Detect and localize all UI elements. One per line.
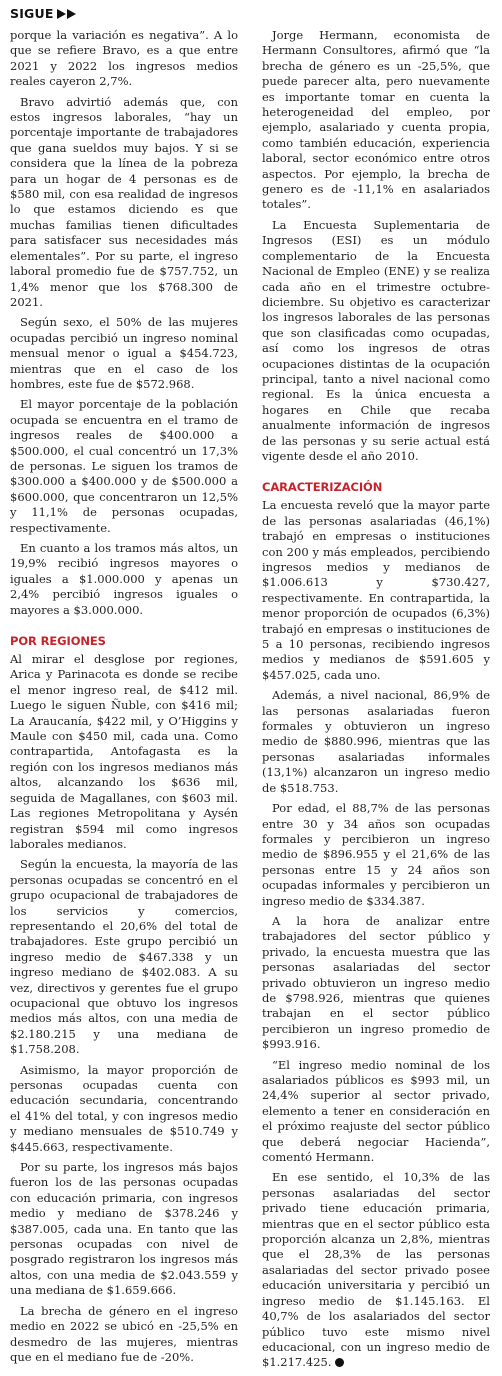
- continue-label: [10, 6, 77, 21]
- paragraph: Según sexo, el 50% de las mujeres ocupadas percibió un ingreso nominal mensual menor o igual a $454.723, mientras que en el caso de los hombres, este fue de $572.968.: [10, 315, 238, 391]
- paragraph: Además, a nivel nacional, 86,9% de las personas asalariadas fueron formales y obtuvieron un ingreso medio de $880.996, mientras que las personas asalariadas informales (13,1%) alcanzaron un ingreso medio de $518.753.: [262, 688, 490, 795]
- paragraph: Según la encuesta, la mayoría de las personas ocupadas se concentró en el grupo ocupacional de trabajadores de los servicios y comercios, representando el 20,6% del total de trabajadores. Este grupo percibió un ingreso medio de $467.338 y un ingreso mediano de $402.083. A su vez, directivos y gerentes fue el grupo ocupacional que obtuvo los ingresos medios más altos, con una media de $2.180.215 y una mediana de $1.758.208.: [10, 857, 238, 1057]
- paragraph: La brecha de género en el ingreso medio en 2022 se ubicó en -25,5% en desmedro de las mujeres, mientras que en el mediano fue de -20%.: [10, 1303, 238, 1364]
- paragraph: En cuanto a los tramos más altos, un 19,9% recibió ingresos mayores o iguales a $1.000.000 y apenas un 2,4% percibió ingresos iguales o mayores a $3.000.000.: [10, 541, 238, 617]
- paragraph: La Encuesta Suplementaria de Ingresos (ESI) es un módulo complementario de la Encuesta Nacional de Empleo (ENE) y se realiza cada año en el trimestre octubre-diciembre. Su objetivo es caracterizar los ingresos laborales de las personas que son clasificadas como ocupadas, así como los ingresos de otras ocupaciones distintas de la ocupación principal, tanto a nivel nacional como regional. Es la única encuesta a hogares en Chile que recaba anualmente información de ingresos de las personas y su serie actual está vigente desde el año 2010.: [262, 217, 490, 463]
- continue-text: SIGUE: [10, 6, 54, 21]
- paragraph: El mayor porcentaje de la población ocupada se encuentra en el tramo de ingresos reales de $400.000 a $500.000, el cual concentró un 17,3% de personas. Le siguen los tramos de $300.000 a $400.000 y de $500.000 a $600.000, que concentraron un 12,5% y 11,1% de personas ocupadas, respectivamente.: [10, 397, 238, 535]
- paragraph-final: [262, 1170, 490, 1370]
- paragraph: porque la variación es negativa”. A lo que se refiere Bravo, es a que entre 2021 y 2022 los ingresos medios reales cayeron 2,7%.: [10, 28, 238, 89]
- paragraph: Por su parte, los ingresos más bajos fueron los de las personas ocupadas con educación primaria, con ingresos medio y mediano de $378.246 y $387.005, cada una. En tanto que las personas ocupadas con nivel de posgrado registraron los ingresos más altos, con una media de $2.043.559 y una mediana de $1.659.666.: [10, 1160, 238, 1298]
- paragraph: La encuesta reveló que la mayor parte de las personas asalariadas (46,1%) trabajó en empresas o instituciones con 200 y más empleados, percibiendo ingresos medios y medianos de $1.006.613 y $730.427, respectivamente. En contrapartida, la menor proporción de ocupados (6,3%) trabajó en empresas o instituciones de 5 a 10 personas, recibiendo ingresos medios y medianos de $591.605 y $457.025, cada uno.: [262, 498, 490, 682]
- article-column-right: [262, 28, 490, 1376]
- paragraph: Jorge Hermann, economista de Hermann Consultores, afirmó que “la brecha de género es un -25,5%, que puede parecer alta, pero nuevamente es importante tomar en cuenta la heterogeneidad del empleo, por ejemplo, asalariado y cuenta propia, como también educación, experiencia laboral, sector económico entre otros aspectos. Por ejemplo, la brecha de genero es de -11,1% en asalariados totales”.: [262, 28, 490, 212]
- article-column-left: [10, 28, 238, 1370]
- paragraph-text: En ese sentido, el 10,3% de las personas asalariadas del sector privado tiene educación primaria, mientras que en el sector público esta proporción alcanza un 2,8%, mientras que el 28,3% de las personas asalariadas del sector privado posee educación universitaria y percibió un ingreso medio de $1.145.163. El 40,7% de los asalariados del sector público tuvo este mismo nivel educacional, con un ingreso medio de $1.217.425.: [262, 1170, 490, 1370]
- paragraph: Al mirar el desglose por regiones, Arica y Parinacota es donde se recibe el menor ingreso real, de $412 mil. Luego le siguen Ñuble, con $416 mil; La Araucanía, $422 mil, y O’Higgins y Maule con $450 mil, cada una. Como contrapartida, Antofagasta es la región con los ingresos medianos más altos, alcanzando los $636 mil, seguida de Magallanes, con $603 mil. Las regiones Metropolitana y Aysén registran $594 mil como ingresos laborales medianos.: [10, 652, 238, 851]
- paragraph: Por edad, el 88,7% de las personas entre 30 y 34 años son ocupadas formales y percibieron un ingreso medio de $896.955 y el 21,6% de las personas entre 15 y 24 años son ocupadas informales y percibieron un ingreso medio de $334.387.: [262, 801, 490, 908]
- paragraph: “El ingreso medio nominal de los asalariados públicos es $993 mil, un 24,4% superior al sector privado, elemento a tener en consideración en el próximo reajuste del sector público que deberá negociar Hacienda”, comentó Hermann.: [262, 1057, 490, 1165]
- section-heading-regions: POR REGIONES: [10, 634, 106, 649]
- end-of-article-icon: [335, 1358, 344, 1367]
- double-arrow-icon: [57, 6, 77, 21]
- paragraph: A la hora de analizar entre trabajadores del sector público y privado, la encuesta muestra que las personas asalariadas del sector privado obtuvieron un ingreso medio de $798.926, mientras que quienes trabajan en el sector público percibieron un ingreso promedio de $993.916.: [262, 913, 490, 1052]
- paragraph: Asimismo, la mayor proporción de personas ocupadas cuenta con educación secundaria, concentrando el 41% del total, y con ingresos medio y mediano mensuales de $510.749 y $445.663, respectivamente.: [10, 1062, 238, 1154]
- paragraph: Bravo advirtió además que, con estos ingresos laborales, “hay un porcentaje importante de trabajadores que gana sueldos muy bajos. Y si se considera que la línea de la pobreza para un hogar de 4 personas es de $580 mil, con esa realidad de ingresos lo que estamos diciendo es que muchas familias tienen dificultades para satisfacer sus necesidades más elementales”. Por su parte, el ingreso laboral promedio fue de $757.752, un 1,4% menor que los $768.300 de 2021.: [10, 94, 238, 309]
- section-heading-characterization: CARACTERIZACIÓN: [262, 480, 383, 495]
